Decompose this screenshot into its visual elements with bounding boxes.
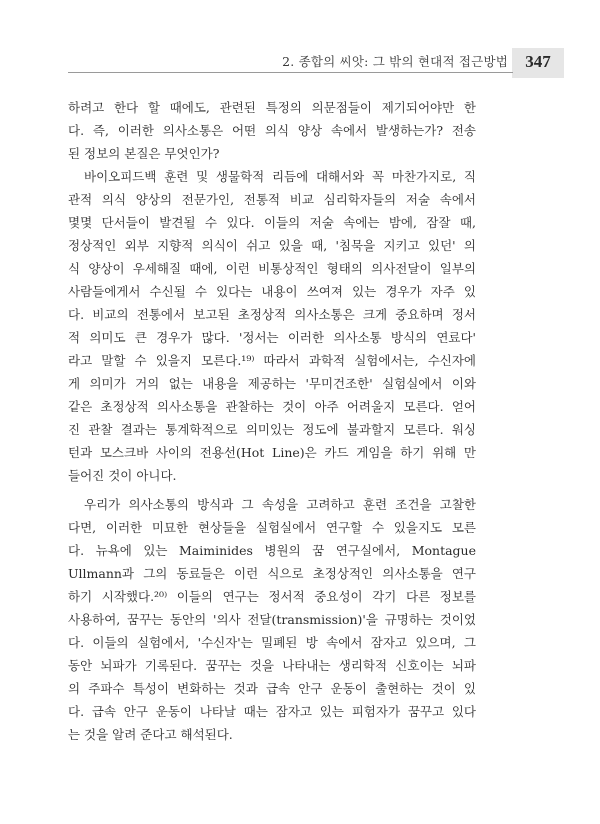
text-line: 는 것을 알려 준다고 해석된다. [68,727,233,742]
text-line: 식 양상이 우세해질 때에, 이런 비통상적인 형태의 의사전달이 일부의 [68,261,476,276]
text-line: 적 의미도 큰 경우가 많다. '정서는 이러한 의사소통 방식의 연료다' [68,330,476,345]
paragraph-2 [68,165,476,487]
text-line: 다. 비교의 전통에서 보고된 초정상적 의사소통은 크게 중요하며 정서 [68,307,476,322]
text-line: 하기 시작했다.²⁰⁾ 이들의 연구는 정서적 중요성이 각기 다른 정보를 [68,589,476,604]
text-line: 턴과 모스크바 사이의 전용선(Hot Line)은 카드 게임을 하기 위해 만 [68,445,476,460]
paragraph-3 [68,493,476,746]
text-line: 다. 뉴욕에 있는 Maiminides 병원의 꿈 연구실에서, Montague [68,543,476,558]
text-line: 우리가 의사소통의 방식과 그 속성을 고려하고 훈련 조건을 고찰한 [84,497,476,512]
text-line: 들어진 것이 아니다. [68,468,177,483]
text-line: 사람들에게서 수신될 수 있다는 내용이 쓰여져 있는 경우가 자주 있 [68,284,476,299]
running-head: 2. 종합의 씨앗: 그 밖의 현대적 접근방법 [282,54,508,69]
text-line: 진 관찰 결과는 통계학적으로 의미있는 정도에 불과할지 모른다. 워싱 [68,422,476,437]
text-line: 라고 말할 수 있을지 모른다.¹⁹⁾ 따라서 과학적 실험에서는, 수신자에 [68,353,476,368]
text-line: 동안 뇌파가 기록된다. 꿈꾸는 것을 나타내는 생리학적 신호이는 뇌파 [68,658,476,673]
text-line: 다. 즉, 이러한 의사소통은 어떤 의식 양상 속에서 발생하는가? 전송 [68,123,476,138]
text-line: 의 주파수 특성이 변화하는 것과 급속 안구 운동이 출현하는 것이 있 [68,681,476,696]
text-line: 같은 초정상적 의사소통을 관찰하는 것이 아주 어려울지 모른다. 얻어 [68,399,476,414]
page-header [0,0,600,80]
text-line: 다. 급속 안구 운동이 나타날 때는 잠자고 있는 피험자가 꿈꾸고 있다 [68,704,476,719]
text-line: 다면, 이러한 미묘한 현상들을 실험실에서 연구할 수 있을지도 모른 [68,520,476,535]
text-line: 된 정보의 본질은 무엇인가? [68,146,220,161]
text-line: 게 의미가 거의 없는 내용을 제공하는 '무미건조한' 실험실에서 이와 [68,376,476,391]
header-rule [68,72,513,73]
page-number-box [512,48,564,78]
text-line: 다. 이들의 실험에서, '수신자'는 밀폐된 방 속에서 잠자고 있으며, 그 [68,635,476,650]
text-line: 정상적인 외부 지향적 의식이 쉬고 있을 때, '침묵을 지키고 있던' 의 [68,238,476,253]
text-line: 몇몇 단서들이 발견될 수 있다. 이들의 저술 속에는 밤에, 잠잘 때, [68,215,476,230]
page-number: 347 [525,52,551,71]
text-line: 바이오피드백 훈련 및 생물학적 리듬에 대해서와 꼭 마찬가지로, 직 [84,169,476,184]
paragraph-1 [68,96,476,165]
text-line: Ullmann과 그의 동료들은 이런 식으로 초정상적인 의사소통을 연구 [68,566,476,581]
body-text [68,96,476,746]
text-line: 하려고 한다 할 때에도, 관련된 특정의 의문점들이 제기되어야만 한 [68,100,476,115]
text-line: 사용하여, 꿈꾸는 동안의 '의사 전달(transmission)'을 규명하는 것이었 [68,612,476,627]
text-line: 관적 의식 양상의 전문가인, 전통적 비교 심리학자들의 저술 속에서 [68,192,476,207]
